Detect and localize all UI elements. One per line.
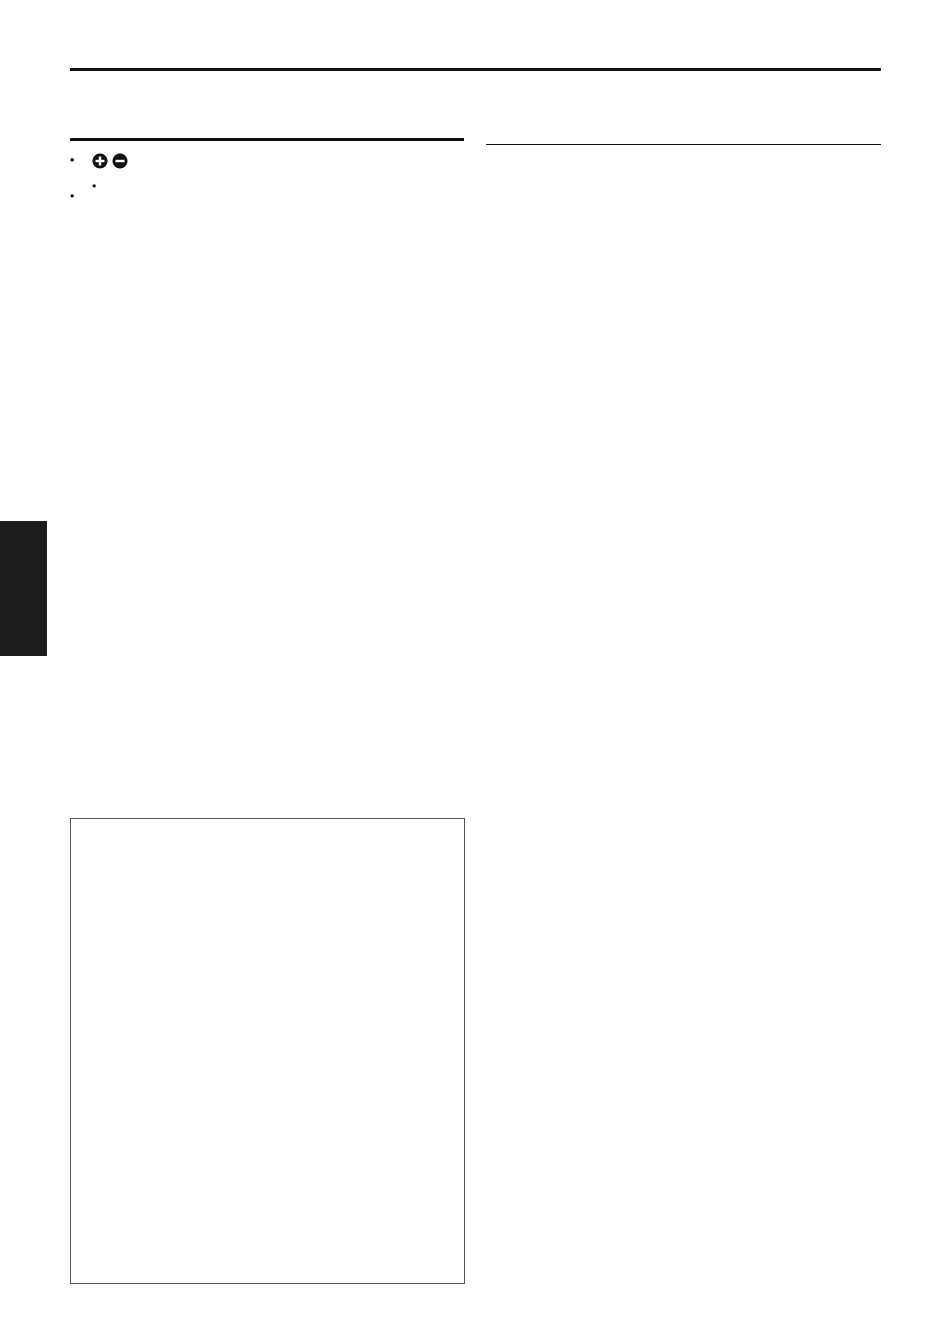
minus-circle-icon [112,153,128,169]
right-column [486,135,881,145]
step-2 [70,153,464,173]
language-tab [0,521,47,656]
step-title [92,153,464,173]
table-rule [486,144,881,145]
page-header [70,64,881,71]
header-rule [70,68,881,71]
plus-circle-icon [92,153,108,169]
title-rule [70,138,464,141]
pty-codes-diagram [70,818,465,1284]
diagram-connectors [71,819,464,1283]
left-column [70,138,464,189]
